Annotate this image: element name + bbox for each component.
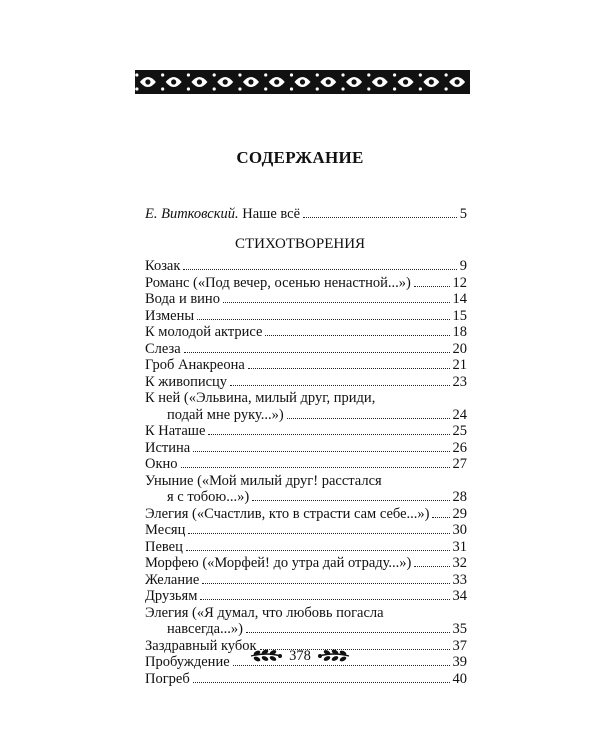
intro-entry (145, 206, 467, 223)
toc-entry-page: 39 (452, 654, 467, 670)
toc-entry-page: 23 (452, 373, 467, 390)
toc-entry (145, 506, 467, 523)
toc-entry-page: 29 (452, 505, 467, 522)
toc-entry (145, 324, 467, 341)
leader-dots (202, 583, 449, 584)
leader-dots (183, 269, 456, 270)
toc-entry-page: 32 (452, 555, 467, 571)
toc-entry-title: К молодой актрисе (145, 324, 263, 340)
toc-entry-page: 37 (452, 637, 467, 654)
intro-title: Наше всё (242, 206, 301, 222)
toc-entry-title: Окно (145, 456, 178, 472)
leaf-sprig-icon (249, 648, 283, 664)
leader-dots (181, 467, 450, 468)
leaf-sprig-icon (317, 648, 351, 664)
leader-dots (414, 286, 450, 287)
toc-entry (145, 588, 467, 605)
toc-entry (145, 390, 467, 423)
toc-entry (145, 374, 467, 391)
toc-entry-page: 31 (452, 538, 467, 555)
toc-entry-title: Певец (145, 538, 183, 555)
toc-entry (145, 572, 467, 589)
toc-entry (145, 473, 467, 506)
toc-entry-title: Месяц (145, 522, 186, 538)
toc-entry-title: Элегия («Счастлив, кто в страсти сам себе...») (145, 505, 430, 522)
toc-entry-page: 27 (452, 456, 467, 472)
toc-entry-page: 20 (452, 340, 467, 357)
table-of-contents (145, 258, 467, 687)
page-footer (0, 645, 600, 667)
toc-entry (145, 275, 467, 292)
toc-entry-page: 21 (452, 357, 467, 373)
page-title: СОДЕРЖАНИЕ (236, 148, 364, 167)
toc-entry-title: К живописцу (145, 373, 228, 390)
toc-entry-title: К Наташе (145, 423, 206, 439)
toc-entry (145, 522, 467, 539)
toc-entry-page: 24 (452, 406, 467, 423)
toc-entry-title: Вода и вино (145, 291, 220, 307)
toc-entry-page: 33 (452, 571, 467, 588)
leader-dots (287, 418, 450, 419)
toc-entry-title: Друзьям (145, 588, 198, 604)
leader-dots (188, 533, 449, 534)
leader-dots (248, 368, 450, 369)
leader-dots (432, 517, 449, 518)
toc-entry-page: 15 (452, 307, 467, 324)
leader-dots (246, 632, 450, 633)
toc-entry (145, 671, 467, 688)
toc-entry (145, 341, 467, 358)
toc-entry-page: 26 (452, 439, 467, 456)
toc-entry-title: Заздравный кубок (145, 637, 257, 654)
toc-entry (145, 440, 467, 457)
toc-entry-title: Измены (145, 307, 195, 324)
leader-dots (184, 352, 450, 353)
toc-entry (145, 291, 467, 308)
leader-dots (193, 451, 449, 452)
leader-dots (200, 599, 449, 600)
toc-entry-title: навсегда...») (167, 621, 243, 637)
toc-entry-page: 40 (452, 670, 467, 687)
toc-entry-page: 35 (452, 621, 467, 637)
leader-dots (186, 550, 450, 551)
toc-entry (145, 308, 467, 325)
toc-entry-page: 12 (452, 274, 467, 291)
leader-dots (252, 500, 449, 501)
toc-entry-title-line: Уныние («Мой милый друг! расстался (145, 472, 382, 489)
toc-entry (145, 258, 467, 275)
toc-entry-title: Погреб (145, 670, 190, 687)
floral-border-icon (135, 70, 470, 94)
intro-author: Е. Витковский. (145, 206, 239, 222)
toc-entry (145, 456, 467, 473)
section-title: СТИХОТВОРЕНИЯ (234, 236, 366, 252)
leader-dots (223, 302, 450, 303)
leader-dots (414, 566, 449, 567)
toc-entry-title: Желание (145, 571, 200, 588)
toc-entry-title: Гроб Анакреона (145, 357, 245, 373)
leader-dots (193, 682, 450, 683)
toc-entry-title-line: К ней («Эльвина, милый друг, приди, (145, 390, 376, 406)
toc-entry-page: 34 (452, 588, 467, 604)
toc-entry-page: 14 (452, 291, 467, 307)
toc-entry-page: 25 (452, 423, 467, 439)
toc-entry (145, 555, 467, 572)
toc-entry-title: я с тобою...») (167, 489, 250, 505)
toc-entry-page: 28 (452, 489, 467, 505)
leader-dots (303, 217, 457, 218)
toc-entry-page: 9 (459, 258, 467, 274)
leader-dots (197, 319, 449, 320)
toc-entry-title: Пробуждение (145, 654, 230, 670)
toc-entry-title: Романс («Под вечер, осенью ненастной...») (145, 274, 411, 291)
toc-entry-title-line: Элегия («Я думал, что любовь погасла (145, 604, 384, 621)
toc-entry (145, 539, 467, 556)
leader-dots (208, 434, 449, 435)
toc-entry (145, 357, 467, 374)
toc-entry-title: Истина (145, 439, 191, 456)
toc-entry-title: Козак (145, 258, 181, 274)
toc-entry-page: 18 (452, 324, 467, 340)
toc-entry (145, 423, 467, 440)
toc-entry-page: 30 (452, 522, 467, 538)
leader-dots (265, 335, 449, 336)
leader-dots (230, 385, 449, 386)
page-number: 378 (289, 647, 311, 664)
toc-entry-title: подай мне руку...») (167, 406, 284, 423)
intro-page: 5 (459, 206, 467, 222)
toc-entry-title: Морфею («Морфей! до утра дай отраду...») (145, 555, 412, 571)
toc-entry (145, 605, 467, 638)
toc-entry-title: Слеза (145, 340, 181, 357)
